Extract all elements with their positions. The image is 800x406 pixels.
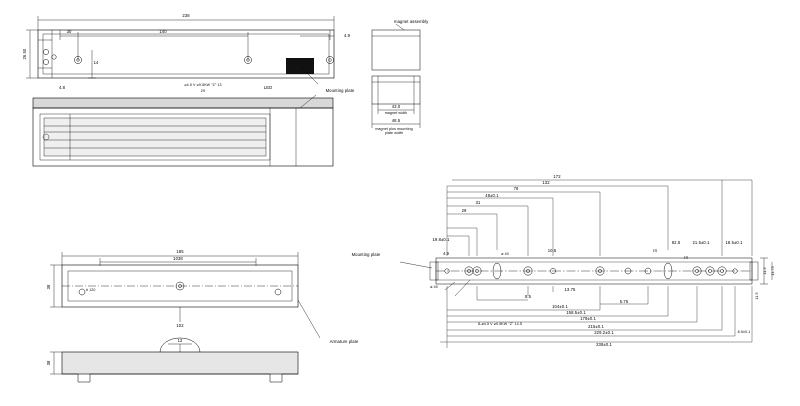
dim-19-8: 19.8±0.1 xyxy=(432,236,450,242)
dim-armature-small: 12 xyxy=(177,337,183,343)
dim-172: 172 xyxy=(553,173,561,179)
dim-armature-height: 38 xyxy=(45,284,51,290)
dim-right-offset: 4.9 xyxy=(343,32,351,38)
dim-104: 104±0.1 xyxy=(552,303,568,309)
dim-158-5: 158.5±0.1 xyxy=(566,309,586,315)
top-view-outline xyxy=(38,30,334,78)
armature-plate-label: Armature plate xyxy=(329,339,359,344)
dim-armature-bottom-tick: 102 xyxy=(176,322,184,328)
dim-right-11-5b: 11.5 xyxy=(755,292,760,300)
dim-overall-length: 238 xyxy=(182,12,190,18)
voltage-note: 4.8 xyxy=(58,84,66,90)
dim-dia-40-left: ø 40 xyxy=(430,285,438,290)
magnet-width-label: magnet width xyxy=(384,111,408,116)
dim-magnet-width: 43.0 xyxy=(391,103,401,109)
dim-21-5: 21.5±0.1 xyxy=(692,239,710,245)
dim-armature-hole: # 120 xyxy=(86,288,96,292)
dim-132: 132 xyxy=(542,179,550,185)
dim-small-vertical: 14 xyxy=(93,59,99,65)
plate-width-label: magnet plus mounting plate width xyxy=(375,127,413,135)
dim-13-75: 13.75 xyxy=(564,286,576,292)
dim-10-5: 10.5 xyxy=(547,247,557,253)
dim-82-5: 82.5 xyxy=(671,239,681,245)
dim-armature-overall: 185 xyxy=(176,248,184,254)
dim-229-2: 229.2±0.1 xyxy=(594,329,614,335)
dim-179: 179±0.1 xyxy=(580,315,596,321)
mounting-plate-label-pattern: Mounting plate xyxy=(351,252,381,257)
magnet-assembly-title: magnet assembly xyxy=(394,19,429,24)
dim-238: 238±0.1 xyxy=(596,341,612,347)
dim-r4-right: r4 xyxy=(684,254,688,260)
mounting-plate-label-top: Mounting plate xyxy=(325,88,355,93)
dim-48: 48±0.1 xyxy=(485,192,499,198)
hole-note-top-qty: 29 xyxy=(200,89,206,94)
dim-215: 215±0.1 xyxy=(588,323,604,329)
dim-armature-inner: 1038 xyxy=(173,255,183,261)
dim-8-5: 8.5 xyxy=(524,293,532,299)
dim-8-5-bottom: 8.5±0.1 xyxy=(737,330,751,335)
dim-armature-elev-height: 38 xyxy=(45,360,51,366)
dim-right-13-75: 13.75 xyxy=(771,266,776,276)
dim-left-offset: 30 xyxy=(66,28,72,34)
dim-r4-left: r4 xyxy=(653,247,657,253)
dim-18-5: 18.5±0.1 xyxy=(725,239,743,245)
dim-height-left: 26.50 xyxy=(21,48,27,60)
hole-pattern-leaders xyxy=(400,262,470,296)
dim-right-11-5: 11.5 xyxy=(763,267,768,275)
dim-78: 78 xyxy=(513,185,519,191)
hole-pattern-hole-note: 8-ø4.5 V ⌀9.5KW "Z" 14.5 xyxy=(478,322,522,327)
armature-elevation-view xyxy=(50,300,320,382)
hole-note-top: ⌀4.5 V ⌀9.5KW "Z" 13 xyxy=(184,83,222,88)
dim-plate-width: 48.5 xyxy=(391,117,401,123)
dim-4-9: 4.9 xyxy=(442,250,450,256)
dim-5-75: 5.75 xyxy=(619,298,629,304)
dim-inner-length: 140 xyxy=(159,28,167,34)
dim-dia-40-right: ø 40 xyxy=(501,252,509,257)
led-label: LED xyxy=(263,84,273,90)
dim-29: 29 xyxy=(461,207,467,213)
top-view-elevation xyxy=(33,98,333,166)
dim-31: 31 xyxy=(475,199,481,205)
